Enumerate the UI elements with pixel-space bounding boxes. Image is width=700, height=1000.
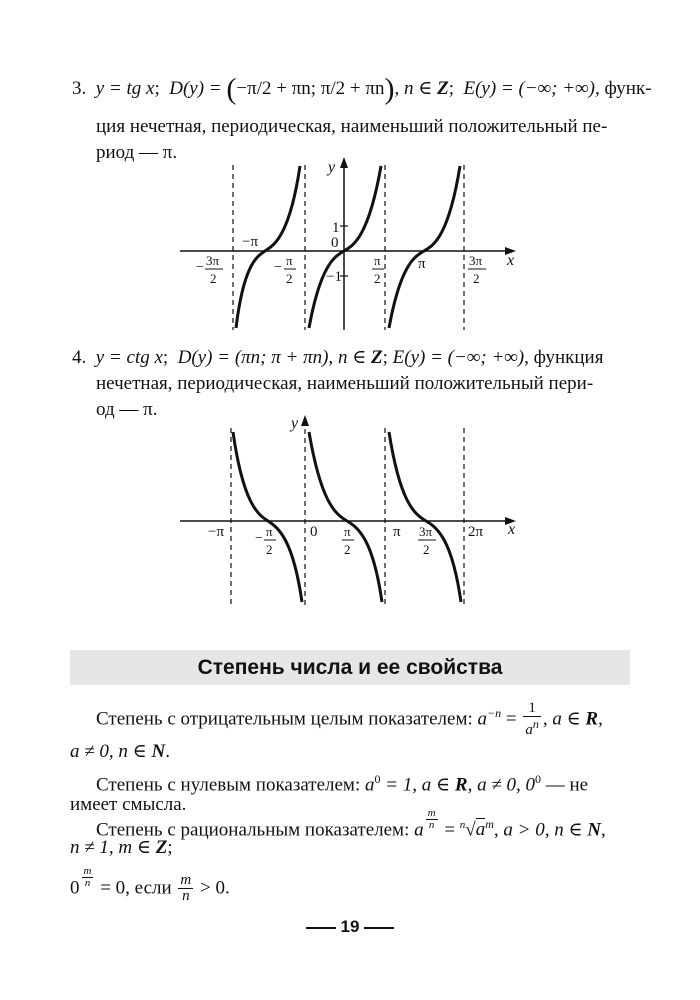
zero-rational-line: 0 $\frac{m}{n}$ = 0, если $\frac{m}{n}$ > 0. — [70, 865, 230, 905]
tan-label-1: 1 — [332, 220, 340, 236]
cot-x-label: x — [508, 521, 516, 538]
tan-pi2-neg-den: 2 — [286, 271, 293, 286]
tan-label-minus-1: −1 — [326, 269, 342, 285]
root-sign: √ — [465, 819, 476, 841]
cot-curves — [233, 432, 461, 602]
item4-line3: од — π. — [96, 399, 158, 420]
cot-pi2-den: 2 — [344, 542, 351, 557]
tan-3pi2-num: 3π — [469, 253, 483, 268]
cot-label-0: 0 — [310, 524, 318, 540]
cot-branch-1 — [233, 432, 302, 602]
item4-line1: 4. y = ctg x; D(y) = (πn; π + πn), n ∈ Z; E(y) = (−∞; +∞), функция — [72, 347, 604, 368]
tan-label-pi: π — [418, 256, 426, 272]
item3-domain-label: D(y) = — [169, 78, 222, 99]
item3-line2: ция нечетная, периодическая, наименьший положительный пе- — [96, 116, 608, 137]
item3-line3: риод — π. — [96, 142, 178, 163]
cot-pi2-neg-num: π — [266, 524, 273, 539]
zero-power-line1: Степень с нулевым показателем: $a^0 = 1$, a ∈ R, a ≠ 0, $0^0$ — не — [96, 772, 589, 796]
cot-minus-pi2-sign: − — [255, 531, 263, 546]
cot-3pi2-den: 2 — [423, 542, 430, 557]
cot-branch-2 — [309, 432, 382, 602]
item3-line1: 3. y = tg x; D(y) = (−π/2 + πn; π/2 + πn), n ∈ Z; E(y) = (−∞; +∞), функ- — [72, 72, 652, 106]
tan-minus-pi2-sign: − — [274, 260, 282, 275]
item4-range: E(y) = (−∞; +∞), — [392, 347, 529, 368]
tan-y-label: y — [328, 159, 336, 176]
page-number: 19 — [0, 917, 700, 937]
tan-label-neg-pi: −π — [242, 234, 259, 250]
tan-label-0: 0 — [331, 235, 339, 251]
tan-branch-3 — [389, 166, 460, 328]
tan-pi2-neg-num: π — [286, 253, 293, 268]
zero-power-line2: имеет смысла. — [70, 794, 187, 815]
tan-curves — [236, 166, 460, 328]
rational-exponent: $\frac{m}{n}$ — [427, 807, 436, 831]
cot-pi2-neg-den: 2 — [266, 542, 273, 557]
zero-rational-fraction: $\frac{m}{n}$ — [180, 872, 192, 905]
cot-pi2-num: π — [344, 524, 351, 539]
tan-x-label: x — [507, 252, 515, 269]
item4-domain: D(y) = (πn; π + πn), — [177, 347, 334, 368]
y-axis-arrow — [340, 157, 348, 168]
tan-pi2-num: π — [374, 253, 381, 268]
cot-label-2pi: 2π — [468, 524, 484, 540]
cot-graph — [0, 410, 700, 610]
tan-3pi-num: 3π — [206, 253, 220, 268]
cot-label-neg-pi: −π — [208, 524, 225, 540]
rational-power-line2: n ≠ 1, m ∈ Z; — [70, 837, 173, 858]
neg-power-line1: Степень с отрицательным целым показателем: $a^{-n}$ = $\frac{1}{a^n}$ , a ∈ R, — [96, 700, 603, 739]
item4-func: y = ctg x — [95, 347, 163, 368]
item3-domain-expr: −π/2 + πn; π/2 + πn — [236, 78, 385, 99]
item3-range: E(y) = (−∞; +∞), — [463, 78, 600, 99]
cot-3pi2-num: 3π — [419, 524, 433, 539]
item3-func: y = tg x — [95, 78, 155, 99]
cot-branch-3 — [389, 432, 461, 602]
section-title: Степень числа и ее свойства — [70, 650, 630, 685]
tan-branch-2 — [309, 166, 381, 328]
neg-power-line2: a ≠ 0, n ∈ N. — [70, 741, 170, 762]
y-axis-arrow — [301, 415, 309, 426]
cot-y-label: y — [291, 415, 299, 432]
tan-3pi2-den: 2 — [473, 271, 480, 286]
item4-line2: нечетная, периодическая, наименьший положительный пери- — [96, 373, 594, 394]
tan-minus-3pi2-sign: − — [196, 260, 204, 275]
tan-graph — [0, 150, 700, 335]
tan-pi2-den: 2 — [374, 271, 381, 286]
tan-3pi-den: 2 — [210, 271, 217, 286]
neg-power-fraction: $\frac{1}{a^n}$ — [525, 700, 539, 739]
rational-power-line1: Степень с рациональным показателем: a $\frac{m}{n}$ = $^n√a^m$, a > 0, n ∈ N, — [96, 807, 606, 841]
cot-label-pi: π — [393, 524, 401, 540]
